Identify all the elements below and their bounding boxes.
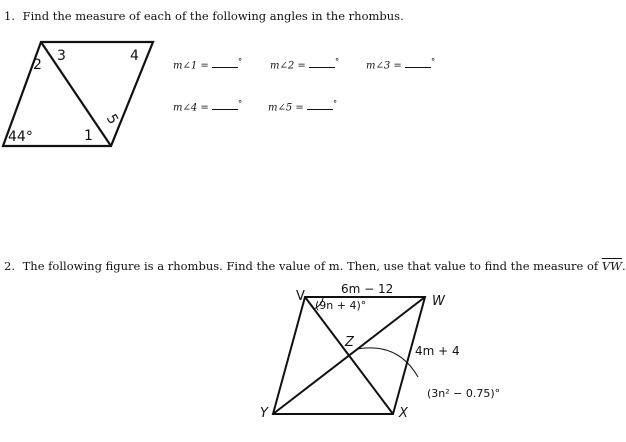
answer-angle-5: m∠5 = ° xyxy=(268,98,338,114)
label-top-side: 6m − 12 xyxy=(341,282,394,296)
label-right-side: 4m + 4 xyxy=(415,344,460,358)
angle-label-3: 3 xyxy=(57,48,66,64)
vertex-y: Y xyxy=(260,406,268,421)
angle-label-1: 1 xyxy=(84,128,93,144)
segment-vw: $\overline{VW}$ xyxy=(601,259,622,273)
diagonal-wy xyxy=(273,297,425,414)
answer-blank-2[interactable] xyxy=(309,58,335,68)
label-angle-z: (3n² − 0.75)° xyxy=(427,387,501,400)
vertex-w: W xyxy=(432,294,445,309)
label-angle-v: (9n + 4)° xyxy=(315,299,367,312)
angle-label-44: 44° xyxy=(8,129,33,145)
answer-blank-3[interactable] xyxy=(405,58,431,68)
answer-angle-3: m∠3 = ° xyxy=(366,56,436,72)
angle-label-4: 4 xyxy=(130,48,139,64)
answer-blank-4[interactable] xyxy=(212,100,238,110)
angle-label-2: 2 xyxy=(33,57,42,73)
question-1-number: 1. xyxy=(4,9,15,23)
vertex-v: V xyxy=(296,289,305,304)
center-z: Z xyxy=(345,335,354,350)
question-2-prompt: 2. The following figure is a rhombus. Find the value of m. Then, use that value to find the measure of $\overline{VW}$. xyxy=(4,259,626,273)
rhombus-figure-1 xyxy=(0,36,160,154)
answer-angle-1: m∠1 = ° xyxy=(173,56,243,72)
rhombus-figure-2 xyxy=(248,282,510,440)
angle-z-leader xyxy=(357,348,418,377)
vertex-x: X xyxy=(399,406,408,421)
answer-blank-5[interactable] xyxy=(307,100,333,110)
question-2-text: The following figure is a rhombus. Find the value of m. Then, use that value to find the measure of xyxy=(22,259,599,273)
answer-angle-4: m∠4 = ° xyxy=(173,98,243,114)
rhombus-diagonal xyxy=(41,42,111,146)
answer-blank-1[interactable] xyxy=(212,58,238,68)
question-2-number: 2. xyxy=(4,259,15,273)
angle-label-5: 5 xyxy=(102,111,122,128)
question-1-text: Find the measure of each of the following angles in the rhombus. xyxy=(22,9,404,23)
answer-angle-2: m∠2 = ° xyxy=(270,56,340,72)
question-1-prompt xyxy=(4,9,404,23)
